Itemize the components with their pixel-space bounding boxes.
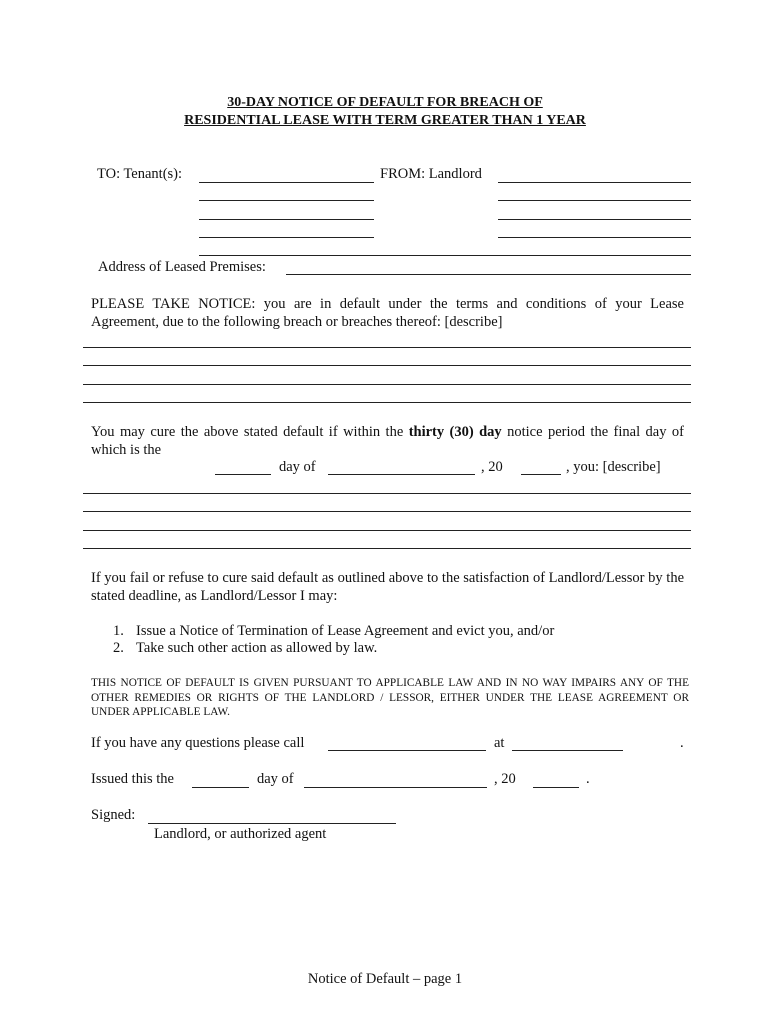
contact-name-field[interactable] [328, 750, 486, 751]
contact-phone-field[interactable] [512, 750, 623, 751]
cure-text-before: You may cure the above stated default if within the [91, 424, 409, 440]
remedy-item-1-text: Issue a Notice of Termination of Lease Agreement and evict you, and/or [136, 623, 555, 639]
signed-label: Signed: [91, 807, 136, 823]
tenant-name-field-3[interactable] [199, 219, 374, 220]
issued-day-of-label: day of [257, 771, 294, 787]
cure-text-after: notice period the final day of which is the [91, 424, 684, 458]
notice-paragraph: PLEASE TAKE NOTICE: you are in default under the terms and conditions of your Lease Agreement, due to the following breach or breaches thereof: [describe] [91, 296, 684, 330]
signature-caption: Landlord, or authorized agent [154, 826, 327, 842]
cure-day-of-label: day of [279, 459, 316, 475]
address-label: Address of Leased Premises: [98, 259, 266, 275]
questions-at-label: at [494, 735, 505, 751]
failure-paragraph: If you fail or refuse to cure said default as outlined above to the satisfaction of Landlord/Lessor by the stated deadline, as Landlord/Lessor I may: [91, 570, 684, 604]
landlord-name-field-4[interactable] [498, 237, 691, 238]
cure-description-line-2[interactable] [83, 511, 691, 512]
landlord-name-field-3[interactable] [498, 219, 691, 220]
cure-you-describe-label: , you: [describe] [566, 459, 661, 475]
document-title-line-1: 30-DAY NOTICE OF DEFAULT FOR BREACH OF [227, 95, 543, 110]
cure-month-field[interactable] [328, 474, 475, 475]
landlord-name-field-1[interactable] [498, 182, 691, 183]
to-tenant-label: TO: Tenant(s): [97, 166, 183, 182]
cure-year-field[interactable] [521, 474, 561, 475]
legal-disclaimer: THIS NOTICE OF DEFAULT IS GIVEN PURSUANT TO APPLICABLE LAW AND IN NO WAY IMPAIRS ANY OF THE OTHER REMEDIES OR RIGHTS OF THE LANDLORD / LESSOR, EITHER UNDER THE LEASE AGREEMENT OR UNDER APPLICABLE LAW. [91, 677, 689, 718]
questions-period: . [680, 735, 684, 751]
remedy-item-1-number: 1. [113, 623, 124, 639]
cure-description-line-1[interactable] [83, 493, 691, 494]
cure-year-prefix: , 20 [481, 459, 503, 475]
tenant-name-field-4[interactable] [199, 237, 374, 238]
issued-month-field[interactable] [304, 787, 487, 788]
landlord-name-field-2[interactable] [498, 200, 691, 201]
breach-description-line-4[interactable] [83, 402, 691, 403]
questions-label: If you have any questions please call [91, 735, 305, 751]
tenant-name-field-2[interactable] [199, 200, 374, 201]
breach-description-line-2[interactable] [83, 365, 691, 366]
cure-paragraph [91, 423, 684, 459]
from-landlord-label: FROM: Landlord [380, 166, 482, 182]
issued-period: . [586, 771, 590, 787]
issued-day-field[interactable] [192, 787, 249, 788]
tenant-name-field-1[interactable] [199, 182, 374, 183]
document-title-line-2: RESIDENTIAL LEASE WITH TERM GREATER THAN 1 YEAR [184, 113, 586, 128]
issued-label: Issued this the [91, 771, 174, 787]
party-separator-line [199, 255, 691, 256]
address-field[interactable] [286, 274, 691, 275]
cure-day-field[interactable] [215, 474, 271, 475]
remedy-item-2-number: 2. [113, 640, 124, 656]
signature-field[interactable] [148, 823, 396, 824]
issued-year-field[interactable] [533, 787, 579, 788]
cure-description-line-3[interactable] [83, 530, 691, 531]
page-footer: Notice of Default – page 1 [307, 971, 463, 987]
remedy-item-2-text: Take such other action as allowed by law. [136, 640, 378, 656]
breach-description-line-1[interactable] [83, 347, 691, 348]
cure-description-line-4[interactable] [83, 548, 691, 549]
breach-description-line-3[interactable] [83, 384, 691, 385]
issued-year-prefix: , 20 [494, 771, 516, 787]
cure-period-bold: thirty (30) day [408, 424, 502, 440]
